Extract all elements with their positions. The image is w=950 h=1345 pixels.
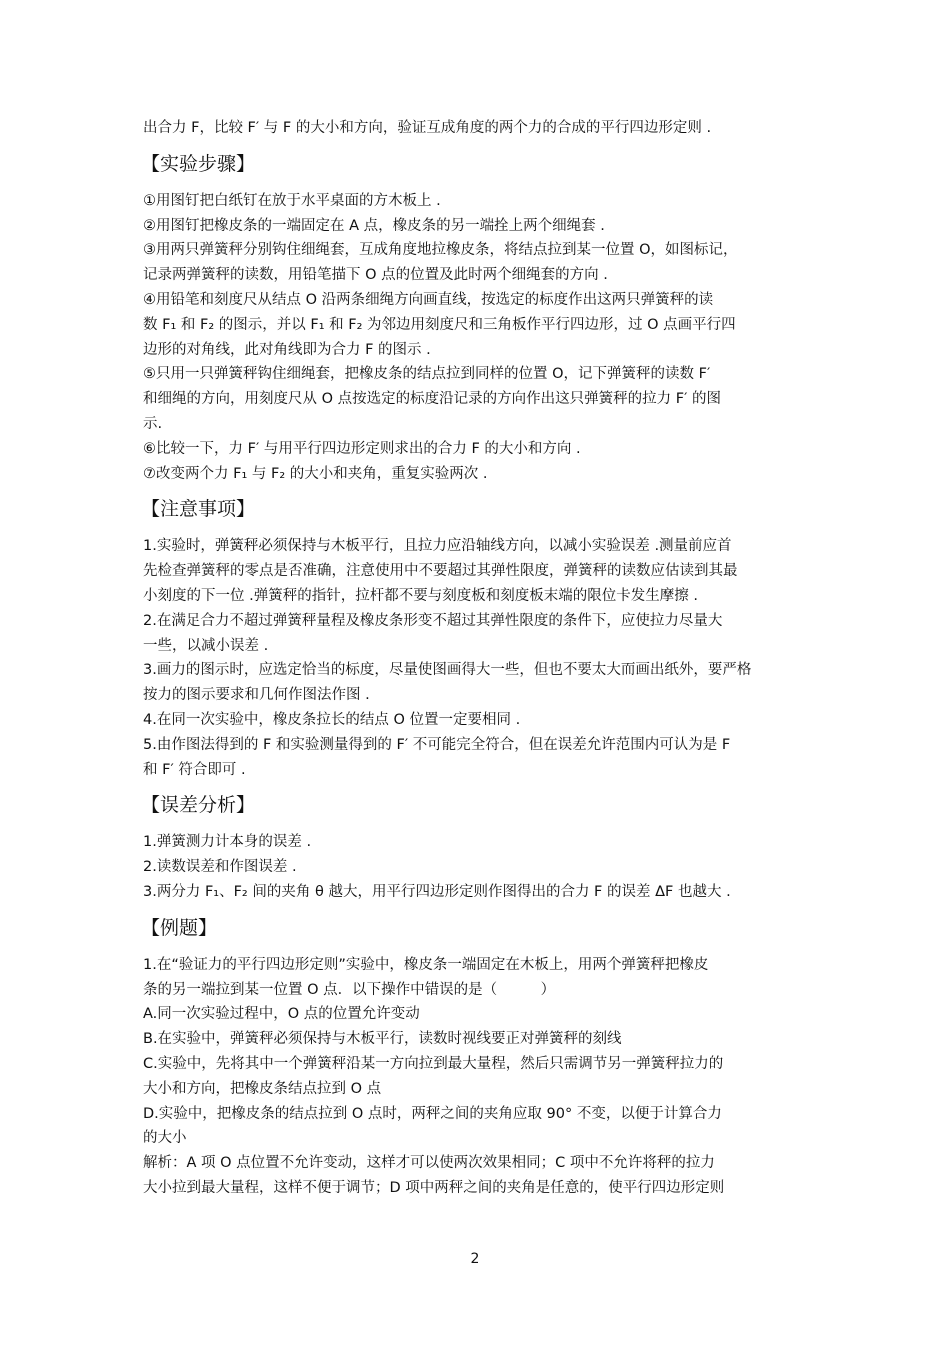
page-content (143, 116, 813, 1201)
page-number: 2 (470, 1251, 480, 1267)
example-line: A.同一次实验过程中，O 点的位置允许变动 (143, 1006, 420, 1023)
step-line: ⑤只用一只弹簧秤钩住细绳套，把橡皮条的结点拉到同样的位置 O，记下弹簧秤的读数 F′ (143, 366, 711, 383)
note-line: 4.在同一次实验中，橡皮条拉长的结点 O 位置一定要相同 . (143, 711, 521, 728)
step-line: ①用图钉把白纸钉在放于水平桌面的方木板上 . (143, 192, 441, 209)
steps-list (143, 189, 813, 487)
step-line: ⑥比较一下，力 F′ 与用平行四边形定则求出的合力 F 的大小和方向 . (143, 440, 581, 457)
error-line: 1.弹簧测力计本身的误差 . (143, 834, 312, 851)
step-line: ④用铅笔和刻度尺从结点 O 沿两条细绳方向画直线，按选定的标度作出这两只弹簧秤的读 (143, 291, 714, 308)
example-line: 条的另一端拉到某一位置 O 点．以下操作中错误的是（ ） (143, 981, 556, 998)
step-line: 示. (143, 415, 163, 432)
note-line: 先检查弹簧秤的零点是否准确，注意使用中不要超过其弹性限度，弹簧秤的读数应估读到其最 (143, 563, 738, 580)
step-line: ③用两只弹簧秤分别钩住细绳套，互成角度地拉橡皮条，将结点拉到某一位置 O，如图标记， (143, 242, 738, 259)
steps-heading: 【实验步骤】 (141, 152, 256, 175)
note-line: 按力的图示要求和几何作图法作图 . (143, 687, 370, 704)
example-line: D.实验中，把橡皮条的结点拉到 O 点时，两秤之间的夹角应取 90° 不变，以便于计算合力 (143, 1105, 722, 1122)
example-line: 解析：A 项 O 点位置不允许变动，这样才可以使两次效果相同；C 项中不允许将秤的拉力 (143, 1155, 715, 1172)
example-line: 的大小 (143, 1130, 187, 1147)
step-line: 和细绳的方向，用刻度尺从 O 点按选定的标度沿记录的方向作出这只弹簧秤的拉力 F′ 的图 (143, 391, 721, 408)
note-line: 1.实验时，弹簧秤必须保持与木板平行，且拉力应沿轴线方向，以减小实验误差 .测量前应首 (143, 538, 732, 555)
note-line: 2.在满足合力不超过弹簧秤量程及橡皮条形变不超过其弹性限度的条件下，应使拉力尽量大 (143, 612, 723, 629)
example-line: C.实验中，先将其中一个弹簧秤沿某一方向拉到最大量程，然后只需调节另一弹簧秤拉力的 (143, 1055, 724, 1072)
notes-list (143, 534, 813, 782)
step-line: 边形的对角线，此对角线即为合力 F 的图示 . (143, 341, 431, 358)
errors-heading: 【误差分析】 (141, 794, 256, 817)
example-heading: 【例题】 (141, 916, 218, 939)
example-line: B.在实验中，弹簧秤必须保持与木板平行，读数时视线要正对弹簧秤的刻线 (143, 1031, 622, 1048)
errors-list (143, 830, 813, 904)
note-line: 和 F′ 符合即可 . (143, 761, 246, 778)
example-line: 大小拉到最大量程，这样不便于调节；D 项中两秤之间的夹角是任意的，使平行四边形定则 (143, 1179, 725, 1196)
error-line: 3.两分力 F₁、F₂ 间的夹角 θ 越大，用平行四边形定则作图得出的合力 F 的误差 ΔF 也越大 . (143, 883, 731, 900)
note-line: 一些，以减小误差 . (143, 637, 269, 654)
notes-heading: 【注意事项】 (141, 498, 256, 521)
intro-line: 出合力 F，比较 F′ 与 F 的大小和方向，验证互成角度的两个力的合成的平行四边形定则 . (143, 120, 712, 136)
step-line: ⑦改变两个力 F₁ 与 F₂ 的大小和夹角，重复实验两次 . (143, 465, 488, 482)
step-line: ②用图钉把橡皮条的一端固定在 A 点，橡皮条的另一端拴上两个细绳套 . (143, 217, 605, 234)
example-line: 1.在“验证力的平行四边形定则”实验中，橡皮条一端固定在木板上，用两个弹簧秤把橡皮 (143, 956, 709, 973)
note-line: 3.画力的图示时，应选定恰当的标度，尽量使图画得大一些，但也不要太大而画出纸外，要严格 (143, 662, 752, 679)
step-line: 记录两弹簧秤的读数，用铅笔描下 O 点的位置及此时两个细绳套的方向 . (143, 267, 608, 284)
example-line: 大小和方向，把橡皮条结点拉到 O 点 (143, 1080, 382, 1097)
example-block (143, 953, 813, 1201)
error-line: 2.读数误差和作图误差 . (143, 859, 297, 876)
note-line: 5.由作图法得到的 F 和实验测量得到的 F′ 不可能完全符合，但在误差允许范围内可认为是 F (143, 736, 731, 753)
step-line: 数 F₁ 和 F₂ 的图示，并以 F₁ 和 F₂ 为邻边用刻度尺和三角板作平行四边形，过 O 点画平行四 (143, 316, 736, 333)
note-line: 小刻度的下一位 .弹簧秤的指针，拉杆都不要与刻度板和刻度板末端的限位卡发生摩擦 . (143, 587, 698, 604)
